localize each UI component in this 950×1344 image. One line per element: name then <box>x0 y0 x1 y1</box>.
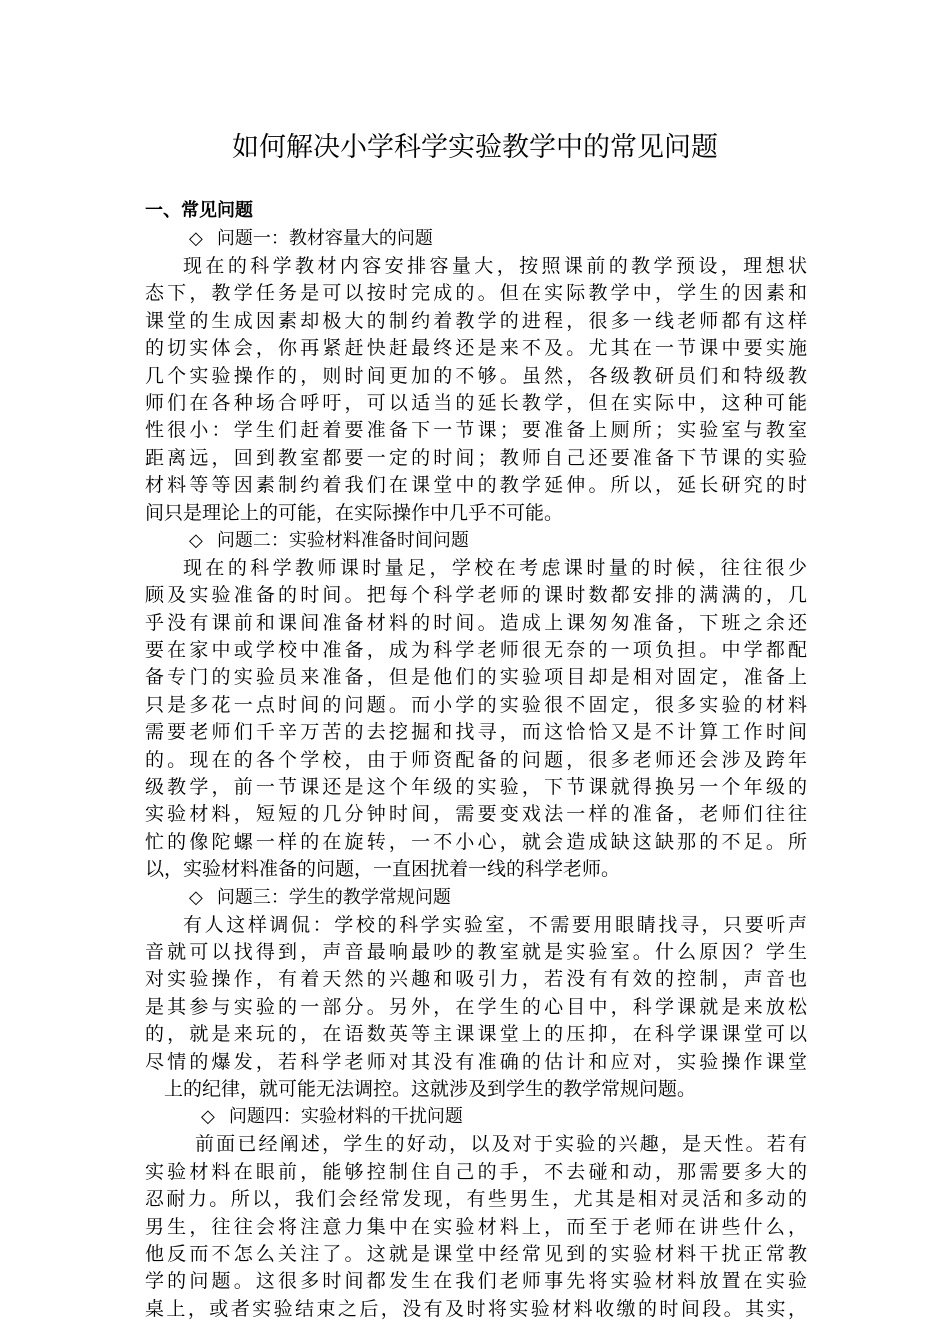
paragraph-line: 乎没有课前和课间准备材料的时间。造成上课匆匆准备，下班之余还 <box>145 611 807 634</box>
paragraph-line: 材料等等因素制约着我们在课堂中的教学延伸。所以，延长研究的时 <box>145 474 807 497</box>
paragraph-line: 备专门的实验员来准备，但是他们的实验项目却是相对固定，准备上 <box>145 666 807 689</box>
paragraph-line: 忍耐力。所以，我们会经常发现，有些男生，尤其是相对灵活和多动的 <box>145 1188 807 1211</box>
paragraph-line: 顾及实验准备的时间。把每个科学老师的课时数都安排的满满的，几 <box>145 584 807 607</box>
paragraph-line: 级教学，前一节课还是这个年级的实验，下节课就得换另一个年级的 <box>145 776 807 799</box>
paragraph-line: 性很小：学生们赶着要准备下一节课；要准备上厕所；实验室与教室 <box>145 419 807 442</box>
problem-4-label: 问题四：实验材料的干扰问题 <box>228 1106 463 1128</box>
paragraph-line: 几个实验操作的，则时间更加的不够。虽然，各级教研员们和特级教 <box>145 364 807 387</box>
paragraph-line: 桌上，或者实验结束之后，没有及时将实验材料收缴的时间段。其实， <box>145 1297 807 1320</box>
problem-2-heading <box>145 527 807 555</box>
paragraph-line: 以，实验材料准备的问题，一直困扰着一线的科学老师。 <box>145 858 621 881</box>
diamond-bullet-icon: ◇ <box>201 1106 215 1128</box>
paragraph-line: 的，就是来玩的，在语数英等主课课堂上的压抑，在科学课课堂可以 <box>145 1023 807 1046</box>
paragraph-line: 男生，往往会将注意力集中在实验材料上，而至于老师在讲些什么， <box>145 1215 807 1238</box>
paragraph-line: 对实验操作，有着天然的兴趣和吸引力，若没有有效的控制，声音也 <box>145 968 807 991</box>
paragraph-line: 只是多花一点时间的问题。而小学的实验很不固定，很多实验的材料 <box>145 693 807 716</box>
paragraph-line: 的切实体会，你再紧赶快赶最终还是来不及。尤其在一节课中要实施 <box>145 337 807 360</box>
paragraph-line: 现在的科学教师课时量足，学校在考虑课时量的时候，往往很少 <box>183 556 807 579</box>
paragraph-line: 的。现在的各个学校，由于师资配备的问题，很多老师还会涉及跨年 <box>145 748 807 771</box>
section-heading: 一、常见问题 <box>145 200 253 221</box>
paragraph-line: 他反而不怎么关注了。这就是课堂中经常见到的实验材料干扰正常教 <box>145 1242 807 1265</box>
paragraph-line: 间只是理论上的可能，在实际操作中几乎不可能。 <box>145 501 564 524</box>
problem-4-paragraph <box>145 1131 807 1323</box>
problem-3-heading <box>145 884 807 912</box>
paragraph-line: 忙的像陀螺一样的在旋转，一不小心，就会造成缺这缺那的不足。所 <box>145 830 807 853</box>
paragraph-line: 学的问题。这很多时间都发生在我们老师事先将实验材料放置在实验 <box>145 1270 807 1293</box>
paragraph-line: 尽情的爆发，若科学老师对其没有准确的估计和应对，实验操作课堂 <box>145 1050 807 1073</box>
problem-4-heading <box>145 1103 807 1131</box>
paragraph-line: 课堂的生成因素却极大的制约着教学的进程，很多一线老师都有这样 <box>145 309 807 332</box>
paragraph-line: 师们在各种场合呼吁，可以适当的延长教学，但在实际中，这种可能 <box>145 391 807 414</box>
document-title: 如何解决小学科学实验教学中的常见问题 <box>232 132 718 163</box>
problem-1-heading <box>145 225 807 253</box>
paragraph-line: 是其参与实验的一部分。另外，在学生的心目中，科学课就是来放松 <box>145 995 807 1018</box>
diamond-bullet-icon: ◇ <box>189 886 203 908</box>
paragraph-line: 态下，教学任务是可以按时完成的。但在实际教学中，学生的因素和 <box>145 282 807 305</box>
diamond-bullet-icon: ◇ <box>189 228 203 249</box>
paragraph-line: 音就可以找得到，声音最响最吵的教室就是实验室。什么原因？学生 <box>145 940 807 963</box>
problem-2-label: 问题二：实验材料准备时间问题 <box>216 529 469 551</box>
paragraph-line: 前面已经阐述，学生的好动，以及对于实验的兴趣，是天性。若有 <box>195 1133 807 1156</box>
paragraph-line: 实验材料在眼前，能够控制住自己的手，不去碰和动，那需要多大的 <box>145 1160 807 1183</box>
problem-1-paragraph <box>145 253 807 527</box>
paragraph-line: 实验材料，短短的几分钟时间，需要变戏法一样的准备，老师们往往 <box>145 803 807 826</box>
paragraph-line: 需要老师们千辛万苦的去挖掘和找寻，而这恰恰又是不计算工作时间 <box>145 721 807 744</box>
paragraph-line: 现在的科学教材内容安排容量大，按照课前的教学预设，理想状 <box>183 255 807 277</box>
paragraph-line: 上的纪律，就可能无法调控。这就涉及到学生的教学常规问题。 <box>164 1077 697 1100</box>
problem-1-label: 问题一：教材容量大的问题 <box>216 228 433 249</box>
diamond-bullet-icon: ◇ <box>189 529 203 551</box>
document-body <box>145 197 807 1323</box>
problem-3-label: 问题三：学生的教学常规问题 <box>216 886 451 908</box>
problem-3-paragraph <box>145 912 807 1104</box>
paragraph-line: 要在家中或学校中准备，成为科学老师很无奈的一项负担。中学都配 <box>145 639 807 662</box>
problem-2-paragraph <box>145 555 807 884</box>
paragraph-line: 有人这样调侃：学校的科学实验室，不需要用眼睛找寻，只要听声 <box>183 913 807 936</box>
paragraph-line: 距离远，回到教室都要一定的时间；教师自己还要准备下节课的实验 <box>145 446 807 469</box>
